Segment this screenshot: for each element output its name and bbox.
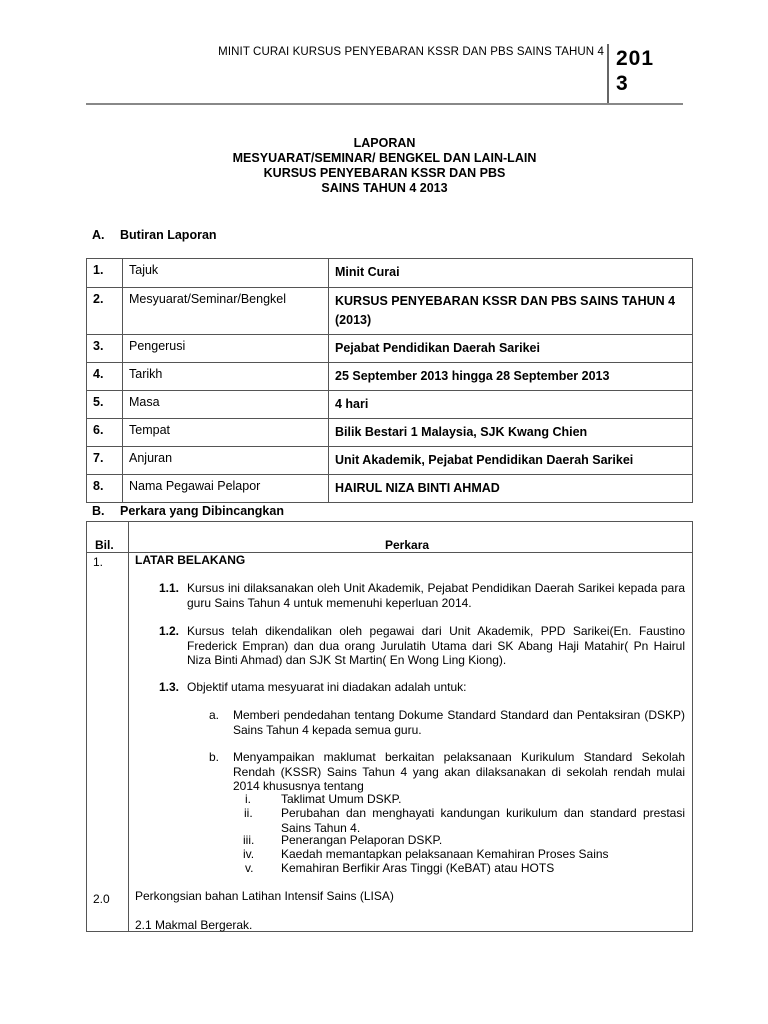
table-row: [87, 259, 693, 288]
table-column-divider: [128, 522, 129, 931]
table-row: [87, 288, 693, 335]
row-label: Mesyuarat/Seminar/Bengkel: [123, 288, 329, 335]
row-value: Pejabat Pendidikan Daerah Sarikei: [329, 335, 693, 363]
table-row: [87, 475, 693, 503]
sub-item-v-label: v.: [245, 861, 254, 875]
section-b-letter: B.: [92, 504, 105, 518]
header-year: [616, 46, 654, 96]
header-year-line2: 3: [616, 72, 629, 95]
title-line-2: MESYUARAT/SEMINAR/ BENGKEL DAN LAIN-LAIN: [232, 151, 537, 165]
row-value: Unit Akademik, Pejabat Pendidikan Daerah Sarikei: [329, 447, 693, 475]
perkara-table: [86, 521, 693, 932]
table-row: [87, 335, 693, 363]
objective-b-text: Menyampaikan maklumat berkaitan pelaksanaan Kurikulum Standard Sekolah Rendah (KSSR) Sains Tahun 4 yang akan dilaksanakan di sekolah rendah mulai 2014 khususnya tentang: [233, 750, 685, 793]
table-row: [87, 391, 693, 419]
row-value: 4 hari: [329, 391, 693, 419]
column-header-bil: Bil.: [95, 538, 114, 552]
table-row: [87, 447, 693, 475]
para-1-2-text: Kursus telah dikendalikan oleh pegawai dari Unit Akademik, PPD Sarikei(En. Faustino Frederick Empran) dan dua orang Jurulatih Utama dari SK Abang Haji Matahir( Pn Hairul Niza Binti Ahmad) dan SJK St Martin( En Wong Ling Kiong).: [187, 624, 685, 667]
header-rule: [86, 103, 683, 105]
title-line-1: LAPORAN: [353, 136, 416, 150]
sub-item-iv-label: iv.: [243, 847, 255, 861]
row-label: Tajuk: [123, 259, 329, 288]
row-label: Anjuran: [123, 447, 329, 475]
para-1-1-number: 1.1.: [159, 581, 180, 595]
section-a-letter: A.: [92, 228, 105, 242]
section-b-heading: [92, 504, 284, 518]
running-header-title: MINIT CURAI KURSUS PENYEBARAN KSSR DAN PBS SAINS TAHUN 4: [218, 46, 604, 58]
row-value: Minit Curai: [329, 259, 693, 288]
item-1-number: 1.: [93, 555, 104, 569]
row-label: Tempat: [123, 419, 329, 447]
document-title: [86, 136, 683, 196]
row-number: 1.: [87, 259, 123, 288]
row-value: Bilik Bestari 1 Malaysia, SJK Kwang Chien: [329, 419, 693, 447]
section-a-title: Butiran Laporan: [120, 228, 217, 242]
item-1-title: LATAR BELAKANG: [135, 553, 246, 567]
row-number: 7.: [87, 447, 123, 475]
para-1-3-number: 1.3.: [159, 680, 180, 694]
row-label: Tarikh: [123, 363, 329, 391]
sub-item-iii-label: iii.: [243, 833, 255, 847]
para-1-2-number: 1.2.: [159, 624, 180, 638]
row-value: 25 September 2013 hingga 28 September 2013: [329, 363, 693, 391]
header-year-line1: 201: [616, 47, 655, 70]
sub-item-i-label: i.: [245, 792, 251, 806]
objective-b-label: b.: [209, 750, 220, 764]
row-number: 2.: [87, 288, 123, 335]
objective-a-label: a.: [209, 708, 220, 722]
row-label: Pengerusi: [123, 335, 329, 363]
title-line-4: SAINS TAHUN 4 2013: [321, 181, 448, 195]
sub-item-ii-text: Perubahan dan menghayati kandungan kurikulum dan standard prestasi Sains Tahun 4.: [281, 806, 685, 835]
table-row: [87, 419, 693, 447]
row-number: 8.: [87, 475, 123, 503]
item-2-number: 2.0: [93, 892, 110, 906]
row-number: 5.: [87, 391, 123, 419]
column-header-perkara: Perkara: [385, 538, 430, 552]
section-a-heading: [92, 228, 217, 242]
row-number: 6.: [87, 419, 123, 447]
row-value: KURSUS PENYEBARAN KSSR DAN PBS SAINS TAHUN 4 (2013): [329, 288, 693, 335]
objective-a-text: Memberi pendedahan tentang Dokume Standard Standard dan Pentaksiran (DSKP) Sains Tahun 4 kepada semua guru.: [233, 708, 685, 737]
table-row: [87, 363, 693, 391]
para-1-3-text: Objektif utama mesyuarat ini diadakan adalah untuk:: [187, 680, 467, 694]
details-table: [86, 258, 693, 503]
item-2-text: Perkongsian bahan Latihan Intensif Sains (LISA): [135, 889, 394, 903]
item-2-1-text: 2.1 Makmal Bergerak.: [135, 918, 253, 932]
sub-item-i-text: Taklimat Umum DSKP.: [281, 792, 402, 806]
row-value: HAIRUL NIZA BINTI AHMAD: [329, 475, 693, 503]
sub-item-ii-label: ii.: [244, 806, 253, 820]
sub-item-v-text: Kemahiran Berfikir Aras Tinggi (KeBAT) atau HOTS: [281, 861, 555, 875]
sub-item-iii-text: Penerangan Pelaporan DSKP.: [281, 833, 443, 847]
row-label: Masa: [123, 391, 329, 419]
row-label: Nama Pegawai Pelapor: [123, 475, 329, 503]
para-1-1-text: Kursus ini dilaksanakan oleh Unit Akademik, Pejabat Pendidikan Daerah Sarikei kepada para guru Sains Tahun 4 untuk memenuhi keperluan 2014.: [187, 581, 685, 610]
header-divider: [607, 44, 609, 104]
row-number: 4.: [87, 363, 123, 391]
row-number: 3.: [87, 335, 123, 363]
sub-item-iv-text: Kaedah memantapkan pelaksanaan Kemahiran Proses Sains: [281, 847, 609, 861]
title-line-3: KURSUS PENYEBARAN KSSR DAN PBS: [263, 166, 506, 180]
section-b-title: Perkara yang Dibincangkan: [120, 504, 284, 518]
